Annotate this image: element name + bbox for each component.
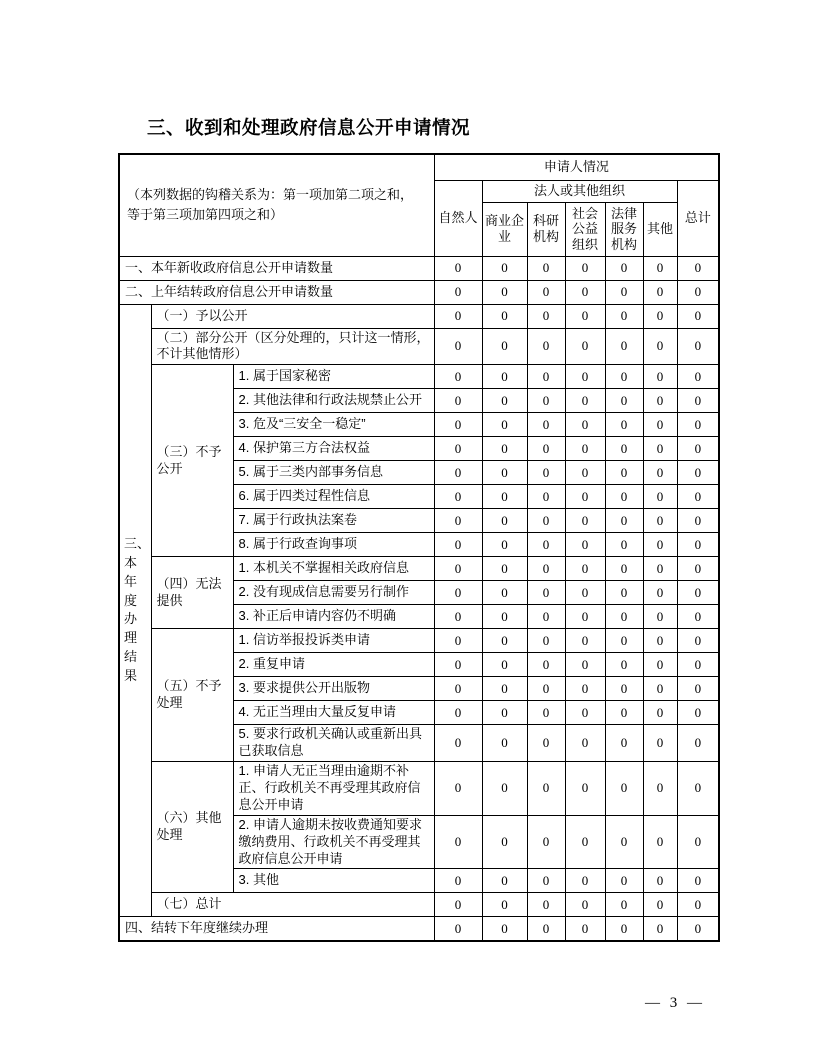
value-cell: 0	[482, 509, 527, 533]
value-cell: 0	[605, 917, 643, 941]
value-cell: 0	[605, 533, 643, 557]
table-row	[119, 557, 719, 581]
value-cell: 0	[605, 653, 643, 677]
value-cell: 0	[527, 413, 565, 437]
value-cell: 0	[565, 815, 605, 869]
value-cell: 0	[643, 461, 677, 485]
value-cell: 0	[565, 256, 605, 280]
value-cell: 0	[677, 725, 719, 762]
value-cell: 0	[482, 815, 527, 869]
value-cell: 0	[434, 653, 482, 677]
row-label: 5. 属于三类内部事务信息	[233, 461, 434, 485]
value-cell: 0	[643, 437, 677, 461]
col-header-social-welfare-org: 社会公益组织	[565, 202, 605, 256]
value-cell: 0	[605, 437, 643, 461]
value-cell: 0	[434, 725, 482, 762]
value-cell: 0	[643, 605, 677, 629]
value-cell: 0	[434, 815, 482, 869]
value-cell: 0	[434, 365, 482, 389]
value-cell: 0	[482, 413, 527, 437]
value-cell: 0	[643, 581, 677, 605]
value-cell: 0	[605, 280, 643, 304]
row-label: 8. 属于行政查询事项	[233, 533, 434, 557]
value-cell: 0	[677, 605, 719, 629]
value-cell: 0	[482, 461, 527, 485]
value-cell: 0	[434, 413, 482, 437]
value-cell: 0	[605, 304, 643, 328]
value-cell: 0	[565, 389, 605, 413]
value-cell: 0	[434, 677, 482, 701]
value-cell: 0	[482, 485, 527, 509]
value-cell: 0	[527, 869, 565, 893]
value-cell: 0	[527, 893, 565, 917]
row-label: 3. 危及“三安全一稳定”	[233, 413, 434, 437]
value-cell: 0	[605, 725, 643, 762]
value-cell: 0	[482, 605, 527, 629]
value-cell: 0	[527, 725, 565, 762]
row-label: 4. 无正当理由大量反复申请	[233, 701, 434, 725]
value-cell: 0	[605, 893, 643, 917]
value-cell: 0	[434, 893, 482, 917]
value-cell: 0	[677, 815, 719, 869]
value-cell: 0	[677, 256, 719, 280]
value-cell: 0	[565, 893, 605, 917]
col-header-natural-person: 自然人	[434, 180, 482, 256]
value-cell: 0	[605, 509, 643, 533]
row-label-carried-over-applications: 二、上年结转政府信息公开申请数量	[119, 280, 434, 304]
value-cell: 0	[677, 893, 719, 917]
value-cell: 0	[605, 557, 643, 581]
table-row	[119, 762, 719, 816]
value-cell: 0	[482, 389, 527, 413]
row-label-carried-to-next-year: 四、结转下年度继续办理	[119, 917, 434, 941]
row-label: 7. 属于行政执法案卷	[233, 509, 434, 533]
value-cell: 0	[565, 762, 605, 816]
value-cell: 0	[434, 280, 482, 304]
value-cell: 0	[565, 533, 605, 557]
value-cell: 0	[527, 581, 565, 605]
table-row	[119, 917, 719, 941]
group-label-unable-to-provide: （四）无法提供	[151, 557, 233, 629]
value-cell: 0	[643, 485, 677, 509]
value-cell: 0	[643, 509, 677, 533]
value-cell: 0	[482, 653, 527, 677]
value-cell: 0	[605, 701, 643, 725]
value-cell: 0	[482, 893, 527, 917]
value-cell: 0	[434, 917, 482, 941]
value-cell: 0	[677, 581, 719, 605]
value-cell: 0	[605, 815, 643, 869]
value-cell: 0	[643, 533, 677, 557]
value-cell: 0	[677, 485, 719, 509]
row-label: 3. 其他	[233, 869, 434, 893]
value-cell: 0	[527, 762, 565, 816]
value-cell: 0	[527, 533, 565, 557]
value-cell: 0	[605, 256, 643, 280]
col-header-commercial-enterprise: 商业企业	[482, 202, 527, 256]
value-cell: 0	[643, 762, 677, 816]
value-cell: 0	[565, 725, 605, 762]
value-cell: 0	[527, 256, 565, 280]
value-cell: 0	[605, 365, 643, 389]
row-label: 3. 补正后申请内容仍不明确	[233, 605, 434, 629]
value-cell: 0	[677, 762, 719, 816]
value-cell: 0	[605, 869, 643, 893]
value-cell: 0	[643, 893, 677, 917]
application-statistics-table	[118, 153, 720, 942]
value-cell: 0	[434, 256, 482, 280]
col-header-legal-service-org: 法律服务机构	[605, 202, 643, 256]
value-cell: 0	[482, 869, 527, 893]
value-cell: 0	[643, 629, 677, 653]
value-cell: 0	[565, 701, 605, 725]
table-row	[119, 304, 719, 328]
value-cell: 0	[643, 557, 677, 581]
row-label-disclosed: （一）予以公开	[151, 304, 434, 328]
row-label: 1. 本机关不掌握相关政府信息	[233, 557, 434, 581]
row-label: 2. 申请人逾期未按收费通知要求缴纳费用、行政机关不再受理其政府信息公开申请	[233, 815, 434, 869]
value-cell: 0	[565, 328, 605, 365]
value-cell: 0	[565, 653, 605, 677]
value-cell: 0	[434, 304, 482, 328]
value-cell: 0	[643, 413, 677, 437]
value-cell: 0	[527, 280, 565, 304]
value-cell: 0	[565, 365, 605, 389]
table-row	[119, 893, 719, 917]
value-cell: 0	[677, 389, 719, 413]
value-cell: 0	[482, 256, 527, 280]
col-header-other: 其他	[643, 202, 677, 256]
value-cell: 0	[677, 869, 719, 893]
value-cell: 0	[434, 485, 482, 509]
value-cell: 0	[527, 917, 565, 941]
page-number: — 3 —	[645, 995, 705, 1011]
row-label-new-applications: 一、本年新收政府信息公开申请数量	[119, 256, 434, 280]
row-label: 2. 重复申请	[233, 653, 434, 677]
value-cell: 0	[565, 461, 605, 485]
value-cell: 0	[527, 485, 565, 509]
value-cell: 0	[482, 581, 527, 605]
value-cell: 0	[677, 328, 719, 365]
value-cell: 0	[565, 917, 605, 941]
value-cell: 0	[527, 509, 565, 533]
value-cell: 0	[565, 581, 605, 605]
value-cell: 0	[482, 701, 527, 725]
value-cell: 0	[605, 605, 643, 629]
value-cell: 0	[677, 413, 719, 437]
value-cell: 0	[677, 304, 719, 328]
value-cell: 0	[434, 461, 482, 485]
value-cell: 0	[434, 701, 482, 725]
row-label-subtotal: （七）总计	[151, 893, 434, 917]
value-cell: 0	[527, 701, 565, 725]
value-cell: 0	[565, 605, 605, 629]
value-cell: 0	[565, 437, 605, 461]
value-cell: 0	[565, 280, 605, 304]
value-cell: 0	[482, 725, 527, 762]
value-cell: 0	[643, 701, 677, 725]
value-cell: 0	[527, 677, 565, 701]
value-cell: 0	[527, 653, 565, 677]
value-cell: 0	[434, 605, 482, 629]
value-cell: 0	[527, 437, 565, 461]
value-cell: 0	[643, 725, 677, 762]
value-cell: 0	[434, 869, 482, 893]
value-cell: 0	[527, 629, 565, 653]
value-cell: 0	[677, 557, 719, 581]
value-cell: 0	[677, 509, 719, 533]
value-cell: 0	[643, 917, 677, 941]
table-row	[119, 365, 719, 389]
header-note: （本列数据的钩稽关系为：第一项加第二项之和，等于第三项加第四项之和）	[119, 154, 434, 256]
group-label-annual-processing-results: 三、本年度办理结果	[119, 304, 151, 917]
value-cell: 0	[643, 328, 677, 365]
table-row	[119, 256, 719, 280]
value-cell: 0	[434, 557, 482, 581]
value-cell: 0	[482, 437, 527, 461]
value-cell: 0	[643, 869, 677, 893]
value-cell: 0	[643, 815, 677, 869]
value-cell: 0	[565, 869, 605, 893]
value-cell: 0	[527, 557, 565, 581]
value-cell: 0	[605, 677, 643, 701]
value-cell: 0	[565, 677, 605, 701]
value-cell: 0	[677, 653, 719, 677]
value-cell: 0	[434, 328, 482, 365]
value-cell: 0	[482, 304, 527, 328]
value-cell: 0	[565, 557, 605, 581]
value-cell: 0	[605, 581, 643, 605]
value-cell: 0	[565, 304, 605, 328]
value-cell: 0	[482, 629, 527, 653]
page-title: 三、收到和处理政府信息公开申请情况	[147, 117, 471, 138]
value-cell: 0	[527, 605, 565, 629]
value-cell: 0	[677, 701, 719, 725]
value-cell: 0	[605, 629, 643, 653]
table-row	[119, 280, 719, 304]
value-cell: 0	[605, 461, 643, 485]
table-row	[119, 328, 719, 365]
row-label: 6. 属于四类过程性信息	[233, 485, 434, 509]
value-cell: 0	[677, 437, 719, 461]
value-cell: 0	[643, 653, 677, 677]
value-cell: 0	[677, 677, 719, 701]
value-cell: 0	[482, 762, 527, 816]
value-cell: 0	[482, 557, 527, 581]
value-cell: 0	[565, 629, 605, 653]
row-label: 1. 申请人无正当理由逾期不补正、行政机关不再受理其政府信息公开申请	[233, 762, 434, 816]
value-cell: 0	[605, 762, 643, 816]
row-label: 2. 其他法律和行政法规禁止公开	[233, 389, 434, 413]
row-label-partially-disclosed: （二）部分公开（区分处理的，只计这一情形，不计其他情形）	[151, 328, 434, 365]
value-cell: 0	[677, 280, 719, 304]
group-label-not-disclosed: （三）不予公开	[151, 365, 233, 557]
value-cell: 0	[677, 461, 719, 485]
col-header-applicant-status: 申请人情况	[434, 154, 719, 180]
value-cell: 0	[482, 280, 527, 304]
value-cell: 0	[605, 389, 643, 413]
value-cell: 0	[527, 461, 565, 485]
row-label: 2. 没有现成信息需要另行制作	[233, 581, 434, 605]
group-label-not-processed: （五）不予处理	[151, 629, 233, 762]
row-label: 4. 保护第三方合法权益	[233, 437, 434, 461]
value-cell: 0	[643, 304, 677, 328]
value-cell: 0	[434, 389, 482, 413]
value-cell: 0	[527, 815, 565, 869]
value-cell: 0	[677, 533, 719, 557]
row-label: 3. 要求提供公开出版物	[233, 677, 434, 701]
group-label-other-handling: （六）其他处理	[151, 762, 233, 893]
value-cell: 0	[643, 280, 677, 304]
value-cell: 0	[434, 629, 482, 653]
value-cell: 0	[527, 389, 565, 413]
col-header-total: 总计	[677, 180, 719, 256]
col-header-legal-person-or-other-org: 法人或其他组织	[482, 180, 677, 202]
value-cell: 0	[677, 629, 719, 653]
value-cell: 0	[643, 256, 677, 280]
value-cell: 0	[527, 365, 565, 389]
value-cell: 0	[605, 328, 643, 365]
row-label: 5. 要求行政机关确认或重新出具已获取信息	[233, 725, 434, 762]
value-cell: 0	[482, 328, 527, 365]
value-cell: 0	[565, 413, 605, 437]
col-header-research-institution: 科研机构	[527, 202, 565, 256]
table-row	[119, 629, 719, 653]
value-cell: 0	[527, 328, 565, 365]
value-cell: 0	[434, 762, 482, 816]
value-cell: 0	[434, 533, 482, 557]
value-cell: 0	[643, 389, 677, 413]
value-cell: 0	[605, 485, 643, 509]
value-cell: 0	[565, 485, 605, 509]
value-cell: 0	[482, 533, 527, 557]
row-label: 1. 信访举报投诉类申请	[233, 629, 434, 653]
value-cell: 0	[565, 509, 605, 533]
value-cell: 0	[605, 413, 643, 437]
value-cell: 0	[527, 304, 565, 328]
value-cell: 0	[482, 365, 527, 389]
value-cell: 0	[434, 437, 482, 461]
row-label: 1. 属于国家秘密	[233, 365, 434, 389]
value-cell: 0	[643, 677, 677, 701]
value-cell: 0	[677, 365, 719, 389]
value-cell: 0	[434, 581, 482, 605]
value-cell: 0	[482, 677, 527, 701]
value-cell: 0	[482, 917, 527, 941]
value-cell: 0	[434, 509, 482, 533]
value-cell: 0	[677, 917, 719, 941]
value-cell: 0	[643, 365, 677, 389]
